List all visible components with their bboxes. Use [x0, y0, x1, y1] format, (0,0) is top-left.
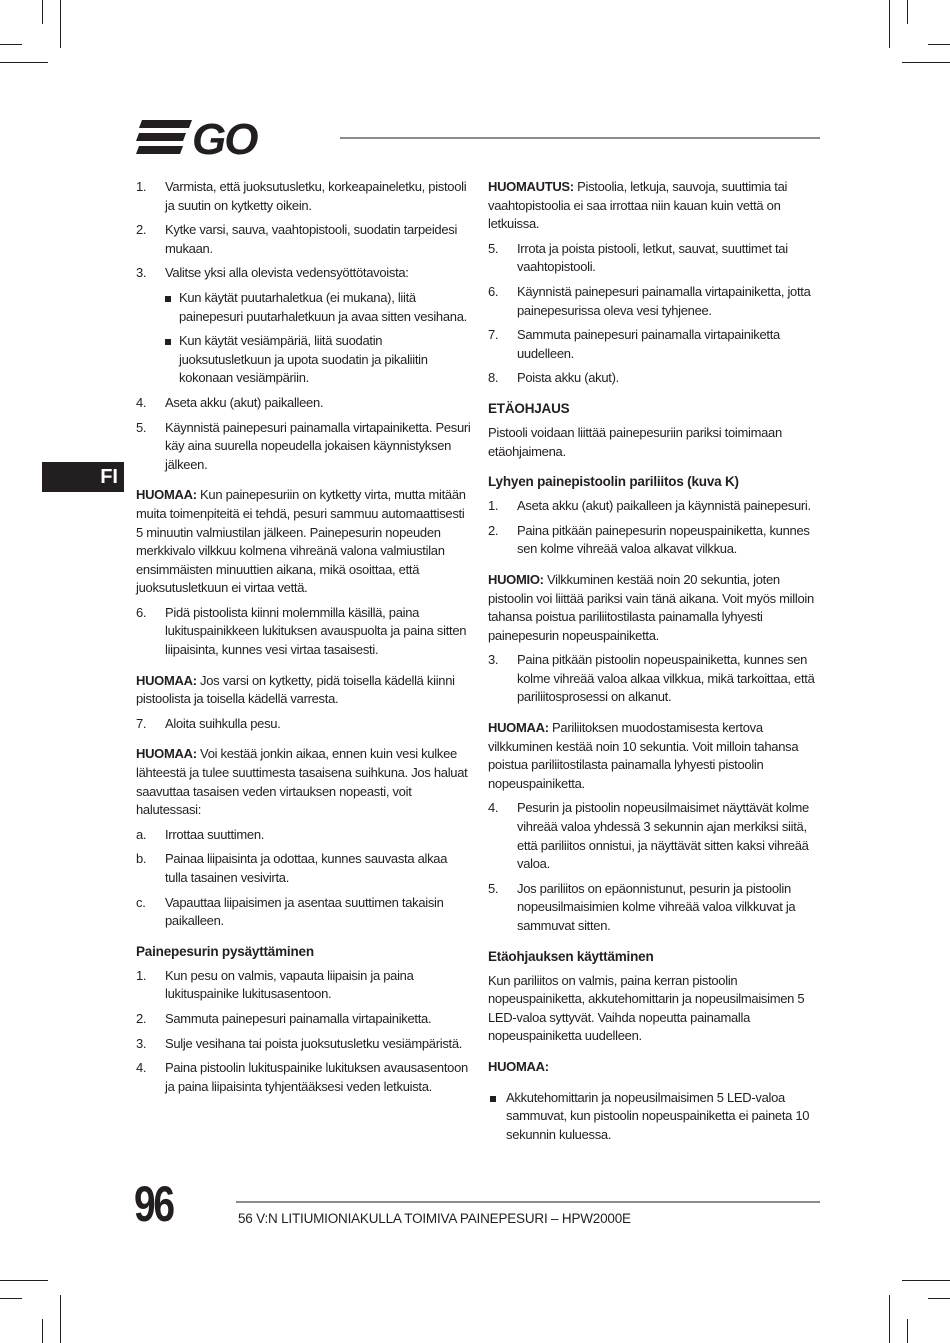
crop-mark [42, 1319, 43, 1343]
body-paragraph: Pistooli voidaan liittää painepesuriin pariksi toimimaan etäohjaimena. [488, 424, 782, 459]
svg-text:GO: GO [192, 116, 257, 158]
page-number: 96 [134, 1176, 173, 1232]
crop-mark [0, 1298, 22, 1299]
list-item: 5. Käynnistä painepesuri painamalla virtapainiketta. Pesuri käy aina suurella nopeudella jokaisen käynnistyksen jälkeen. [136, 419, 471, 472]
bullet-square-icon [490, 1096, 496, 1102]
note-paragraph: HUOMAA: Pariliitoksen muodostamisesta kertova vilkkuminen kestää noin 10 sekuntia. Voit milloin tahansa poistua pariliitostilasta painamalla lyhyesti pistoolin nopeuspainiketta. [488, 720, 799, 791]
list-item: 4. Pesurin ja pistoolin nopeusilmaisimet näyttävät kolme vihreää valoa yhdessä 3 sekunnin ajan merkiksi siitä, että pariliitos onnistui, ja näyttävät sitten kaksi vihreää valoa. [488, 800, 809, 872]
crop-mark [902, 62, 950, 63]
list-item: b. Painaa liipaisinta ja odottaa, kunnes sauvasta alkaa tulla tasainen vesivirta. [136, 851, 448, 885]
note-paragraph: HUOMAA: Kun painepesuriin on kytketty virta, mutta mitään muita toimenpiteitä ei tehdä, pesuri sammuu automaattisesti 5 minuutin valmiustilan jälkeen. Painepesurin nopeuden merkkivalo vilkkuu kolmena vihreänä valona valmiustilan ensimmäisten minuuttien aikana, mikä osoittaa, että juoksutusletkuun ei virtaa vettä. [136, 487, 466, 596]
list-item: 1. Kun pesu on valmis, vapauta liipaisin ja paina lukituspainike lukitusasentoon. [136, 967, 414, 1002]
note-paragraph: HUOMAA: [488, 1058, 549, 1074]
left-column [136, 178, 472, 1102]
section-heading: Lyhyen painepistoolin pariliitos (kuva K) [488, 474, 739, 490]
ego-logo [136, 116, 320, 158]
footer-rule [236, 1201, 820, 1203]
crop-mark [928, 1298, 950, 1299]
list-item: 6. Käynnistä painepesuri painamalla virtapainiketta, jotta painepesurissa oleva vesi tyhjenee. [488, 283, 811, 318]
crop-mark [907, 1319, 908, 1343]
list-item: a. Irrottaa suuttimen. [136, 826, 265, 842]
list-item: 5. Jos pariliitos on epäonnistunut, pesurin ja pistoolin nopeusilmaisimien kolme vihreää valoa vilkkuvat ja sammuvat sitten. [488, 880, 796, 933]
list-item: 2. Paina pitkään painepesurin nopeuspainiketta, kunnes sen kolme vihreää valoa alkavat vilkkua. [488, 522, 810, 557]
bullet-item: Kun käytät puutarhaletkua (ei mukana), liitä painepesuri puutarhaletkuun ja avaa sitten vesihana. [136, 289, 472, 326]
list-item: 4. Paina pistoolin lukituspainike lukituksen avausasentoon ja paina liipaisinta tyhjentääksesi veden letkuista. [136, 1060, 468, 1094]
language-label: FI [100, 466, 118, 488]
section-heading: Etäohjauksen käyttäminen [488, 948, 654, 964]
crop-mark [889, 0, 890, 48]
footer-title: 56 V:N LITIUMIONIAKULLA TOIMIVA PAINEPESURI – HPW2000E [238, 1211, 631, 1226]
crop-mark [0, 62, 48, 63]
bullet-square-icon [165, 339, 171, 345]
list-item: 3. Valitse yksi alla olevista vedensyöttötavoista: [136, 265, 409, 281]
note-paragraph: HUOMAA: Voi kestää jonkin aikaa, ennen kuin vesi kulkee lähteestä ja tulee suuttimesta tasaisena suihkuna. Jos haluat saavuttaa tasaisen veden virtauksen nopeasti, voit halutessasi: [136, 746, 468, 818]
bullet-item: Akkutehomittarin ja nopeusilmaisimen 5 LED-valoa sammuvat, kun pistoolin nopeuspainiketta ei paineta 10 sekunnin kuluessa. [488, 1089, 824, 1145]
note-paragraph: HUOMAA: Jos varsi on kytketty, pidä toisella kädellä kiinni pistoolista ja toisella kädellä varresta. [136, 672, 455, 707]
list-item: 2. Sammuta painepesuri painamalla virtapainiketta. [136, 1010, 432, 1026]
note-paragraph: HUOMAUTUS: Pistoolia, letkuja, sauvoja, suuttimia tai vaahtopistoolia ei saa irrottaa niin kauan kuin vettä on letkuissa. [488, 179, 788, 232]
language-tab [42, 462, 124, 492]
crop-mark [60, 0, 61, 48]
list-item: 2. Kytke varsi, sauva, vaahtopistooli, suodatin tarpeidesi mukaan. [136, 222, 458, 256]
crop-mark [42, 0, 43, 24]
note-paragraph: HUOMIO: Vilkkuminen kestää noin 20 sekuntia, joten pistoolin voi liittää pariksi vain tänä aikana. Voit myös milloin tahansa poistua pariliitostilasta painamalla lyhyesti painepesurin nopeuspainiketta. [488, 571, 814, 643]
bullet-square-icon [165, 296, 171, 302]
section-heading: Painepesurin pysäyttäminen [136, 943, 314, 959]
list-item: 3. Paina pitkään pistoolin nopeuspainiketta, kunnes sen kolme vihreää valoa alkaa vilkkua, mikä tarkoittaa, että pariliitosprosessi on alkanut. [488, 652, 815, 705]
list-item: 5. Irrota ja poista pistooli, letkut, sauvat, suuttimet tai vaahtopistooli. [488, 240, 788, 275]
crop-mark [889, 1295, 890, 1343]
crop-mark [907, 0, 908, 24]
list-item: c. Vapauttaa liipaisimen ja asentaa suuttimen takaisin paikalleen. [136, 894, 444, 929]
list-item: 7. Aloita suihkulla pesu. [136, 715, 281, 731]
bullet-item: Kun käytät vesiämpäriä, liitä suodatin juoksutusletkuun ja upota suodatin ja pikaliitin kokonaan vesiämpäriin. [136, 332, 472, 388]
body-paragraph: Kun pariliitos on valmis, paina kerran pistoolin nopeuspainiketta, akkutehomittarin ja nopeusilmaisimen 5 LED-valoa syttyvät. Vaihda nopeutta painamalla nopeuspainiketta uudelleen. [488, 972, 805, 1044]
list-item: 4. Aseta akku (akut) paikalleen. [136, 394, 324, 410]
crop-mark [0, 44, 22, 45]
list-item: 3. Sulje vesihana tai poista juoksutusletku vesiämpäristä. [136, 1035, 463, 1051]
list-item: 1. Aseta akku (akut) paikalleen ja käynnistä painepesuri. [488, 498, 811, 514]
section-heading: ETÄOHJAUS [488, 400, 570, 416]
crop-mark [902, 1280, 950, 1281]
crop-mark [60, 1295, 61, 1343]
list-item: 1. Varmista, että juoksutusletku, korkeapaineletku, pistooli ja suutin on kytketty oikein. [136, 179, 467, 213]
list-item: 6. Pidä pistoolista kiinni molemmilla käsillä, paina lukituspainikkeen lukituksen avauspuolta ja paina sitten liipaisinta, kunnes vesi virtaa tasaisesti. [136, 604, 467, 658]
right-column [488, 178, 824, 1150]
header-rule [340, 137, 820, 139]
crop-mark [928, 44, 950, 45]
crop-mark [0, 1280, 48, 1281]
list-item: 7. Sammuta painepesuri painamalla virtapainiketta uudelleen. [488, 327, 780, 361]
list-item: 8. Poista akku (akut). [488, 370, 619, 386]
